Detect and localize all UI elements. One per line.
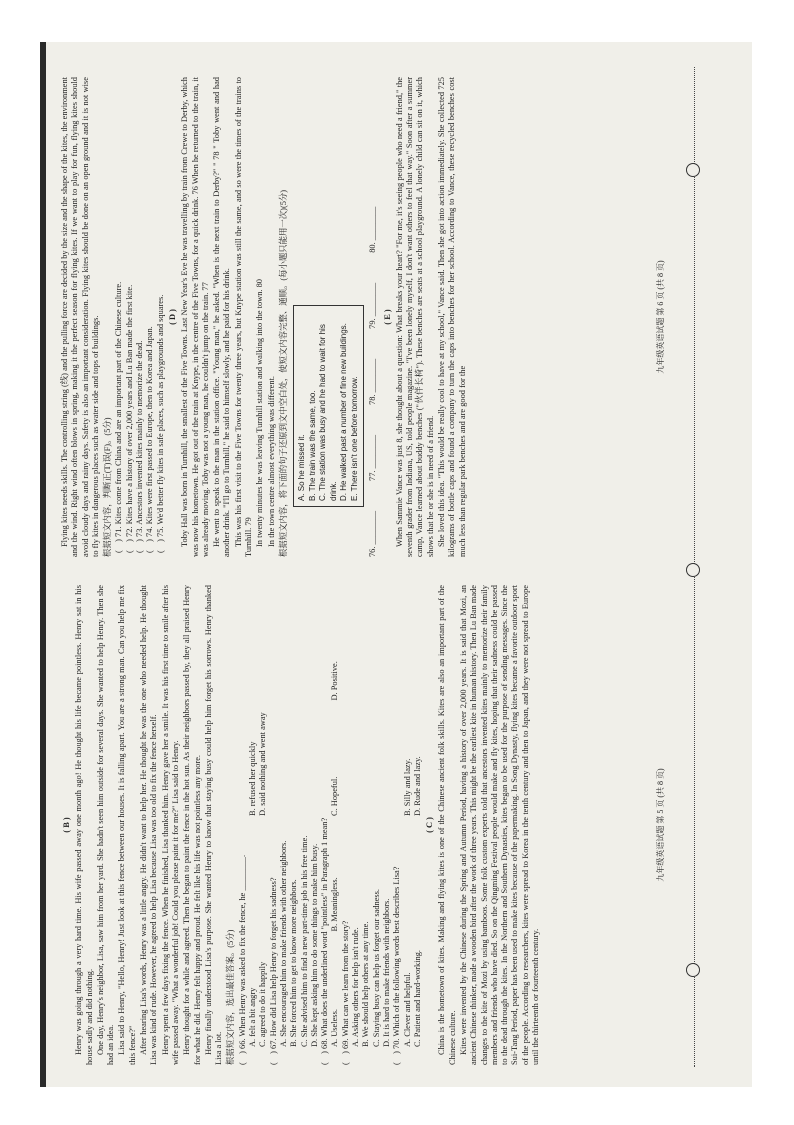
option: B. We should help others at any time.: [361, 921, 371, 1047]
answer-blank: 79. ________: [368, 282, 378, 329]
box-option: D. He walked past a number of fine new buildings.: [339, 323, 349, 501]
option: D. She kept asking him to do some things to make him busy.: [309, 843, 319, 1047]
options-row: [258, 585, 268, 1065]
answer-blank: 76. ________: [368, 510, 378, 557]
options-row: [248, 585, 258, 1065]
option: B. Meaningless.: [330, 877, 340, 932]
question-67: ( ) 67. How did Lisa help Henry to forget his sadness?: [268, 877, 278, 1065]
passage-paragraph: Toby Hall was born in Turnhill, the smallest of the Five Towns. Last New Year's Eve he was travelling by train from Crewe to Derby, which was now his hometown. He got out of the train at Knype, in the centre of the Five Towns, for a quick drink. 76 When he returned to the train, it was already moving. Toby was not a young man, he couldn't jump on the train. 77: [180, 77, 210, 557]
option: C. agreed to do it happily: [258, 961, 268, 1047]
binding-hole: [686, 563, 700, 577]
question-68: ( ) 68. What does the underlined word "pointless" in Paragraph 1 mean?: [320, 817, 330, 1065]
option: A. Clever and helpful.: [402, 972, 412, 1047]
section-d-label: ( D ): [167, 309, 177, 325]
option: D. Rude and lazy.: [412, 756, 422, 816]
page-6: [60, 77, 670, 557]
option: C. Patient and hard-working.: [412, 950, 422, 1047]
instructions-c: 根据短文内容，判断正(T)误(F)。(5分): [103, 417, 113, 557]
section-c-label: ( C ): [425, 817, 435, 833]
passage-paragraph: This was his first visit to the Five Towns for twenty three years, but Knype station was still the same, and so were the times of the trains to Turnhill. 79: [233, 77, 254, 557]
option: D. Positive.: [330, 661, 340, 701]
passage-paragraph: Henry spent a few days fixing the fence. When he finished, Lisa thanked him. Henry gave her a smile. It was his first time to smile after his wife passed away. "What a wonderful job! Could you please paint it for me?" Lisa said to Henry.: [160, 585, 180, 1065]
option: A. Asking others for help isn't rude.: [351, 927, 361, 1047]
answer-blanks: [368, 77, 378, 557]
passage-paragraph: She loved this idea. "This would be really cool to have at my school," Vance said. Then she got into action immediately. She collected 725 kilograms of bottle caps and found a company to turn the caps into benches for her school. According to Vance, these recycled benches cost much less than regular park benches and are good for the: [437, 77, 467, 557]
page-footer: 九年级英语试题 第 6 页 (共 8 页): [655, 260, 665, 374]
option: C. Hopeful.: [330, 776, 340, 816]
answer-blank: 78. ________: [368, 358, 378, 405]
option: A. She encouraged him to make friends with other neighbors.: [278, 840, 288, 1047]
binding-hole: [686, 163, 700, 177]
answer-blank: 77. ________: [368, 434, 378, 481]
option: D. It is hard to make friends with neighbors.: [381, 898, 391, 1047]
passage-paragraph: One day, Henry's neighbor, Lisa, saw him from her yard. She hadn't seen him outside for several days. She wanted to help Henry. Then she had an idea.: [95, 585, 116, 1065]
section-b-label: ( B ): [62, 817, 71, 833]
section-e-label: ( E ): [382, 309, 392, 325]
rotated-spread: [40, 42, 752, 1087]
statement-75: ( ) 75. We'd better fly kites in safe places, such as playgrounds and squares.: [155, 294, 165, 553]
options-row: [403, 585, 413, 1065]
page-5: [60, 585, 670, 1065]
passage-paragraph: In twenty minutes he was leaving Turnhill station and walking into the town. 80: [255, 279, 265, 547]
scan-shadow-edge: [40, 42, 46, 1087]
passage-paragraph: Henry thought for a while and agreed. Then he began to paint the fence in the hot sun. As their neighbors passed by, they all praised Henry for what he did. Henry felt happy and proud. He felt like his life was not pointless any more.: [182, 585, 202, 1065]
options-row: [413, 585, 423, 1065]
binding-line: [680, 67, 710, 1067]
option: A. felt a bit angry: [248, 987, 258, 1047]
passage-paragraph: Henry finally understood Lisa's purpose. She wanted Henry to know that staying busy could help him forget his sorrows. Henry thanked Lisa a lot.: [203, 585, 224, 1065]
exam-sheet: [40, 42, 752, 1087]
statement-72: ( ) 72. Kites have a history of over 2,000 years and Lu Ban made the first kite.: [124, 284, 134, 553]
statement-73: ( ) 73. Ancestors invented kites mainly to memorize the dead.: [135, 340, 145, 553]
passage-paragraph: Kites were invented by the Chinese during the Spring and Autumn Period, having a history of over 2,000 years. It is said that Mozi, an ancient Chinese thinker, made a wooden bird after the work of three years. This might be the earliest kite in human history. Then Lu Ban made changes to the kite of Mozi by using bamboos. Some folk custom experts told that ancestors invented kites mainly to memorize their family members and friends who have died. So on the Qingming Festival people would make and fly kites, hoping that their sadness could be passed to the dead through the kites. In the Northern and Southern Dynasties, kites began to be used for the purpose of sending messages. Since the Sui-Tang Period, paper has been used to make kites because of the papermaking. In Song Dynasty, flying kites became a favorite outdoor sport of the people. According to researchers, kites were spread to Korea in the tenth century and then to Japan, and they were not spread to Europe until the thirteenth or fourteenth century.: [458, 585, 541, 1065]
box-option: C. The station was busy and he had to wait for his drink.: [318, 324, 338, 501]
passage-paragraph: Flying kites needs skills. The controlling string (线) and the pulling force are decided by the size and the shape of the kites, the environment and the wind. Right wind often blows in spring, making it the perfect season for flying kites. If we want to play for fun, flying kites should avoid cloudy days and rainy days. Safety is also an important consideration. Flying kites should be done on an open ground and it is not wise to fly kites in dangerous places such as water side and tops of buildings.: [60, 77, 100, 557]
option: B. Silly and lazy.: [402, 758, 412, 816]
passage-paragraph: China is the hometown of kites. Making and flying kites is one of the Chinese ancient folk skills. Kites are also an important part of the Chinese culture.: [437, 585, 457, 1065]
box-option: A. So he missed it.: [297, 434, 307, 501]
statement-71: ( ) 71. Kites come from China and are an important part of the Chinese culture.: [114, 281, 124, 553]
passage-paragraph: When Sammie Vance was just 8, she thought about a question: What breaks your heart? "For me, it's seeing people who need a friend," the seventh grader from Indiana, US, told people magazine. "I've been lonely myself, I don't want others to feel that way." Soon after a summer camp, Vance learned about buddy benches ("伙伴长椅"). These benches are seats at a school playground. A lonely child can sit on it, which shows that he or she is in need of a friend.: [394, 77, 435, 557]
question-66: ( ) 66. When Henry was asked to fix the fence, he ________.: [237, 854, 247, 1065]
passage-paragraph: After hearing Lisa's words, Henry was a little angry. He didn't want to help her. He thought he was the one who needed help. He thought Lisa was kind of rude. However, he agreed to help Lisa because Lisa was too old to fix the fence herself.: [139, 585, 159, 1065]
binding-hole: [686, 963, 700, 977]
option: D. said nothing and went away: [258, 712, 268, 816]
option: C. She advised him to find a new part-time job in his free time.: [299, 835, 309, 1047]
answer-blank: 80. ________: [368, 206, 378, 253]
option: B. She forced him to get to know more neighbors.: [289, 879, 299, 1047]
page-footer: 九年级英语试题 第 5 页 (共 8 页): [655, 768, 665, 882]
instructions-b: 根据短文内容，选出最佳答案。(5分): [226, 929, 236, 1065]
option: C. Staying busy can help us forget our sadness.: [371, 888, 381, 1047]
question-69: ( ) 69. What can we learn from the story?: [340, 920, 350, 1065]
passage-paragraph: Lisa said to Henry, "Hello, Henry! Just look at this fence between our houses. It is falling apart. You are a strong man. Can you help me fix this fence?": [117, 585, 137, 1065]
box-option: E. There isn't one before tomorrow.: [349, 376, 359, 501]
passage-paragraph: In the town centre almost everything was different.: [266, 375, 276, 547]
passage-paragraph: He went to speak to the man in the station office. "Young man," he asked. "When is the next train to Derby?" " 78 " Toby went and had another drink. "I'll go to Turnhill," he said to himself slowly, and he paid for his drink.: [212, 77, 232, 557]
question-70: ( ) 70. Which of the following words best describes Lisa?: [392, 866, 402, 1065]
option: A. Useless.: [330, 1009, 340, 1047]
passage-paragraph: Henry was going through a very hard time. His wife passed away one month ago! He thought his life became pointless. Henry sat in his house sadly and did nothing.: [74, 585, 94, 1065]
box-option: B. The train was the same, too.: [307, 390, 317, 501]
options-row: [330, 585, 340, 1065]
statement-74: ( ) 74. Kites were first passed to Europe, then to Korea and Japan.: [145, 326, 155, 553]
option: B. refused her quickly: [248, 741, 258, 816]
options-box: [293, 305, 364, 507]
instructions-d: 根据短文内容，将下面的句子还原到文中空白处，使短文内容完整、通顺。(每小题只能用一次)(5分): [278, 189, 288, 557]
